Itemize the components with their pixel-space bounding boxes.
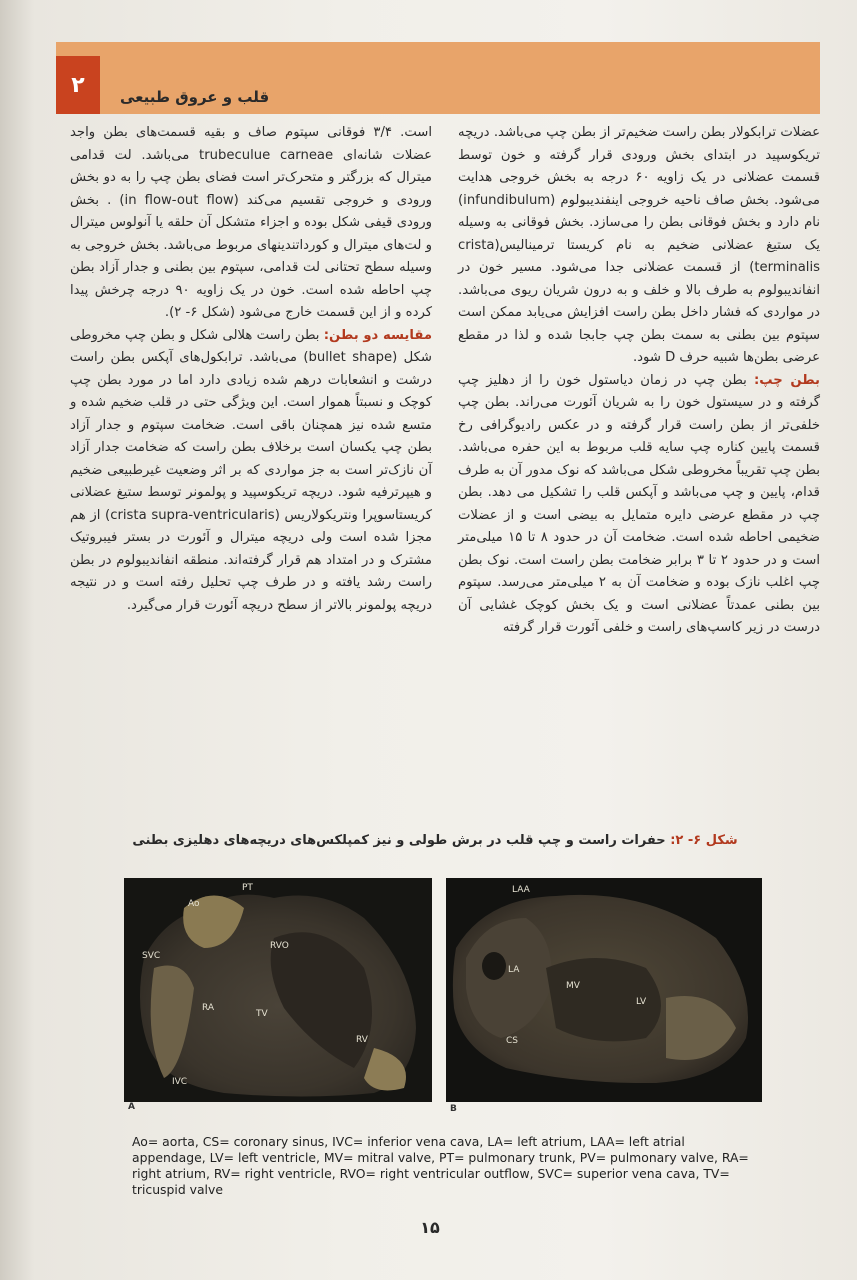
figure-caption-label: شکل ۶- ۲: [670, 833, 738, 848]
abbreviation-legend: Ao= aorta, CS= coronary sinus, IVC= inferior vena cava, LA= left atrium, LAA= left atrial appendage, LV= left ventricle, MV= mitral valve, PT= pulmonary trunk, PV= pulmonary valve, RA= right atrium, RV= right ventricle, RVO= right ventricular outflow, SVC= superior vena cava, TV= tricuspid valve [132, 1134, 749, 1197]
right-text-column [458, 122, 820, 640]
fig-a-label-rv: RV [356, 1035, 368, 1045]
fig-b-label-laa: LAA [512, 885, 530, 895]
ventricle-comparison-text: بطن راست هلالی شکل و بطن چپ مخروطی شکل (bullet shape) می‌باشد. ترابکول‌های آپکس بطن راست درشت و انشعابات درهم شده زیادی دارد اما در مورد بطن چپ کوچک و نسبتاً هموار است. این ویژگی حتی در قلب ضخیم شده و متسع شده نیز همچنان باقی است. ضخامت سپتوم و جدار آزاد بطن چپ یکسان است برخلاف بطن راست که ضخامت جدار آزاد آن نازک‌تر است به جز مواردی که بر اثر وضعیت غیرطبیعی ضخیم و هیپرترفیه شود. دریچه تریکوسپید و پولمونر توسط ستیغ عضلانی کریستاسوپرا ونتریکولاریس (crista supra-ventricularis) از هم مجزا شده است ولی دریچه میترال و آئورت در بستر فیبروتیک مشترک و در امتداد هم قرار گرفته‌اند. منطقه انفاندیبولوم در بطن راست رشد یافته و در طرف چپ تحلیل رفته است و در نتیجه دریچه پولمونر بالاتر از سطح دریچه آئورت قرار می‌گیرد. [70, 327, 433, 613]
chapter-title: قلب و عروق طبیعی [120, 88, 270, 106]
fig-b-label-la: LA [508, 965, 520, 975]
page-number: ۱۵ [420, 1218, 440, 1237]
figure-b-left-heart-photo [446, 878, 762, 1102]
left-ventricle-text: بطن چپ در زمان دیاستول خون را از دهلیز چپ گرفته و در سیستول خون را به شریان آئورت می‌راند. بطن چپ خلفی‌تر از بطن راست قرار گرفته و در عکس رادیوگرافی رخ قسمت پایین کناره چپ سایه قلب مربوط به این حفره می‌باشد. بطن چپ تقریباً مخروطی شکل می‌باشد که نوک مدور آن به طرف قدام، پایین و چپ می‌باشد و آپکس قلب را تشکیل می دهد. بطن چپ در مقطع عرضی دایره متمایل به بیضی است و از عضلات ضخیمی احاطه شده است. ضخامت آن در حدود ۸ تا ۱۵ میلی‌متر است و در حدود ۲ تا ۳ برابر ضخامت بطن راست است. نوک بطن چپ اغلب نازک بوده و ضخامت آن به ۲ میلی‌متر می‌رسد. سپتوم بین بطنی عمدتاً عضلانی است و یک بخش کوچک غشایی آن درست در زیر کاسپ‌های راست و خلفی آئورت قرار گرفته [458, 372, 821, 635]
fig-a-label-ra: RA [202, 1003, 215, 1013]
right-paragraph-1: عضلات ترابکولار بطن راست ضخیم‌تر از بطن چپ می‌باشد. دریچه تریکوسپید در ابتدای بخش ورودی قرار گرفته و خون توسط قسمت عضلانی در یک زاویه ۶۰ درجه به بخش خروجی هدایت می‌شود. بخش صاف ناحیه خروجی اینفندیبولوم (infundibulum) نام دارد و بخش فوقانی بطن را می‌سازد. بخش فوقانی به وسیله یک ستیغ عضلانی ضخیم به نام کریستا ترمینالیس(crista terminalis) از قسمت عضلانی جدا می‌شود. مسیر خون در انفاندیبولوم به طرف بالا و خلف و به درون شریان ریوی می‌باشد. در مواردی که فشار داخل بطن راست افزایش می‌یابد ممکن است سپتوم بین بطنی به سمت بطن چپ جابجا شده و لذا در مقطع عرضی بطن‌ها شبیه حرف D شود. [458, 125, 821, 365]
right-paragraph-2 [458, 370, 820, 640]
chapter-number-badge: ۲ [56, 56, 100, 114]
left-text-column [70, 122, 432, 617]
figure-b-letter: B [450, 1104, 457, 1114]
left-ventricle-heading: بطن چپ: [754, 372, 820, 388]
figure-a-right-heart-photo [124, 878, 432, 1102]
ventricle-comparison-heading: مقایسه دو بطن: [323, 327, 432, 343]
left-paragraph-2 [70, 325, 432, 618]
figure-a-letter: A [128, 1102, 135, 1112]
figure-caption [110, 833, 760, 857]
fig-b-label-mv: MV [566, 981, 580, 991]
figure-caption-text: حفرات راست و چپ قلب در برش طولی و نیز کمپلکس‌های دریچه‌های دهلیزی بطنی [132, 833, 671, 848]
fig-b-label-cs: CS [506, 1036, 518, 1046]
figure-a-image [124, 878, 432, 1102]
figure-b-image [446, 878, 762, 1102]
left-paragraph-1: است. ۳/۴ فوقانی سپتوم صاف و بقیه قسمت‌های بطن واجد عضلات شانه‌ای trubeculue carneae می‌باشد. لت قدامی میترال که بزرگتر و متحرک‌تر است فضای بطن چپ را به دو بخش ورودی و خروجی تقسیم می‌کند (in flow-out flow) . بخش ورودی قیفی شکل بوده و اجزاء متشکل آن حلقه یا آنولوس میترال و لت‌های میترال و کورداتندینهای مربوط می‌باشد. بخش خروجی به وسیله سطح تحتانی لت قدامی، سپتوم بین بطنی و جدار آزاد بطن چپ احاطه شده است. خون در یک زاویه ۹۰ درجه چرخش پیدا کرده و از این قسمت خارج می‌شود (شکل ۶- ۲). [70, 125, 433, 320]
fig-b-label-lv: LV [636, 997, 647, 1007]
fig-a-label-ao: Ao [188, 899, 200, 909]
fig-a-label-svc: SVC [142, 951, 161, 961]
fig-a-label-tv: TV [256, 1009, 268, 1019]
fig-a-label-ivc: IVC [172, 1077, 188, 1087]
fig-a-label-rvo: RVO [270, 941, 289, 951]
fig-a-label-pt: PT [242, 883, 253, 893]
